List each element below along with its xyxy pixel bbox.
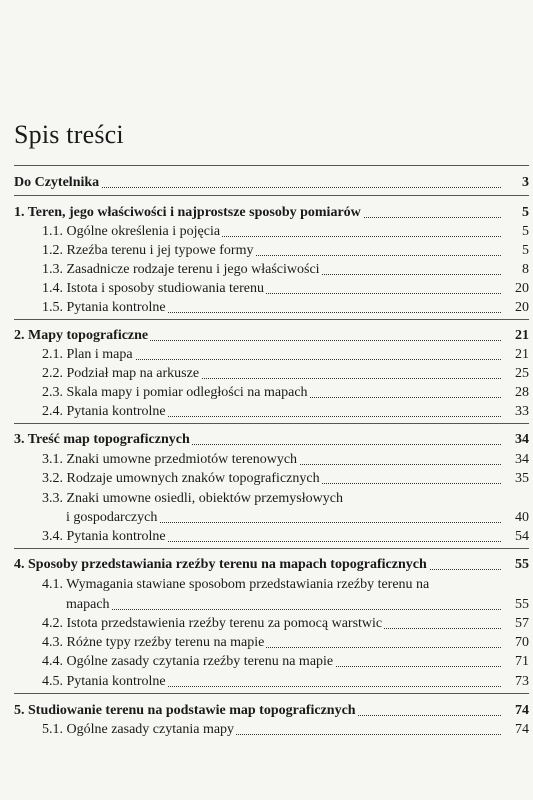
toc-page-number: 71 bbox=[515, 654, 529, 669]
toc-page-number: 5 bbox=[522, 243, 529, 258]
toc-entry-label: 2. Mapy topograficzne bbox=[14, 328, 149, 343]
toc-entry-label: 3.1. Znaki umowne przedmiotów terenowych bbox=[42, 452, 298, 467]
toc-page-number: 20 bbox=[515, 300, 529, 315]
toc-section-entry bbox=[0, 596, 533, 613]
toc-entry-label: 3.2. Rodzaje umownych znaków topograficznych bbox=[42, 471, 320, 486]
toc-chapter-entry bbox=[0, 431, 533, 448]
section-divider bbox=[14, 319, 529, 320]
toc-page-number: 8 bbox=[522, 262, 529, 277]
toc-section-entry bbox=[0, 261, 533, 278]
toc-entry-label: 2.3. Skala mapy i pomiar odległości na mapach bbox=[42, 385, 308, 400]
toc-section-entry bbox=[0, 242, 533, 259]
toc-entry-label: i gospodarczych bbox=[66, 510, 158, 525]
toc-page-number: 34 bbox=[515, 432, 529, 447]
toc-entry-label: 3.4. Pytania kontrolne bbox=[42, 529, 166, 544]
toc-chapter-entry bbox=[0, 174, 533, 191]
leader-dots bbox=[66, 609, 501, 610]
section-divider bbox=[14, 165, 529, 166]
section-divider bbox=[14, 195, 529, 196]
section-divider bbox=[14, 693, 529, 694]
toc-page-number: 54 bbox=[515, 529, 529, 544]
toc-page-number: 73 bbox=[515, 674, 529, 689]
toc-section-entry bbox=[0, 451, 533, 468]
toc-entry-label: 1.2. Rzeźba terenu i jej typowe formy bbox=[42, 243, 254, 258]
toc-section-entry bbox=[0, 384, 533, 401]
page-title: Spis treści bbox=[14, 120, 124, 149]
toc-section-entry bbox=[0, 673, 533, 690]
section-divider bbox=[14, 423, 529, 424]
toc-entry-label: 4. Sposoby przedstawiania rzeźby terenu na mapach topograficznych bbox=[14, 557, 427, 572]
toc-page-number: 34 bbox=[515, 452, 529, 467]
toc-chapter-entry bbox=[0, 556, 533, 573]
toc-entry-label: 2.2. Podział map na arkusze bbox=[42, 366, 200, 381]
toc-page-number: 40 bbox=[515, 510, 529, 525]
toc-entry-label: Do Czytelnika bbox=[14, 175, 100, 190]
toc-entry-label: 4.5. Pytania kontrolne bbox=[42, 674, 166, 689]
toc-entry-label: 2.1. Plan i mapa bbox=[42, 347, 133, 362]
toc-entry-label: 1.1. Ogólne określenia i pojęcia bbox=[42, 224, 221, 239]
toc-section-entry bbox=[0, 721, 533, 738]
toc-entry-label: 3. Treść map topograficznych bbox=[14, 432, 190, 447]
toc-page-number: 33 bbox=[515, 404, 529, 419]
toc-chapter-entry bbox=[0, 327, 533, 344]
toc-page-number: 57 bbox=[515, 616, 529, 631]
toc-entry-label: 5.1. Ogólne zasady czytania mapy bbox=[42, 722, 235, 737]
toc-page-number: 5 bbox=[522, 205, 529, 220]
toc-entry-label: 1.5. Pytania kontrolne bbox=[42, 300, 166, 315]
toc-section-entry bbox=[0, 223, 533, 240]
toc-page-number: 55 bbox=[515, 597, 529, 612]
toc-section-entry bbox=[0, 576, 533, 593]
toc-section-entry bbox=[0, 365, 533, 382]
toc-page-number: 55 bbox=[515, 557, 529, 572]
toc-page-number: 74 bbox=[515, 703, 529, 718]
toc-entry-label: 2.4. Pytania kontrolne bbox=[42, 404, 166, 419]
toc-section-entry bbox=[0, 470, 533, 487]
toc-section-entry bbox=[0, 490, 533, 507]
toc-section-entry bbox=[0, 299, 533, 316]
toc-entry-label: 1. Teren, jego właściwości i najprostsze sposoby pomiarów bbox=[14, 205, 361, 220]
toc-entry-label: 1.3. Zasadnicze rodzaje terenu i jego właściwości bbox=[42, 262, 320, 277]
toc-section-entry bbox=[0, 403, 533, 420]
toc-chapter-entry bbox=[0, 702, 533, 719]
toc-page-number: 35 bbox=[515, 471, 529, 486]
toc-page-number: 21 bbox=[515, 328, 529, 343]
toc-page-number: 70 bbox=[515, 635, 529, 650]
toc-page-number: 5 bbox=[522, 224, 529, 239]
toc-entry-label: 1.4. Istota i sposoby studiowania terenu bbox=[42, 281, 265, 296]
toc-page-number: 74 bbox=[515, 722, 529, 737]
toc-section-entry bbox=[0, 528, 533, 545]
toc-page-number: 28 bbox=[515, 385, 529, 400]
toc-page-number: 21 bbox=[515, 347, 529, 362]
toc-section-entry bbox=[0, 346, 533, 363]
toc-entry-label: 3.3. Znaki umowne osiedli, obiektów przemysłowych bbox=[42, 491, 343, 506]
toc-entry-label: mapach bbox=[66, 597, 110, 612]
toc-entry-label: 4.3. Różne typy rzeźby terenu na mapie bbox=[42, 635, 265, 650]
toc-section-entry bbox=[0, 653, 533, 670]
toc-section-entry bbox=[0, 280, 533, 297]
toc-page-number: 25 bbox=[515, 366, 529, 381]
toc-section-entry bbox=[0, 634, 533, 651]
toc-section-entry bbox=[0, 509, 533, 526]
toc-entry-label: 4.1. Wymagania stawiane sposobom przedstawiania rzeźby terenu na bbox=[42, 577, 430, 592]
toc-page-number: 3 bbox=[522, 175, 529, 190]
toc-section-entry bbox=[0, 615, 533, 632]
toc-chapter-entry bbox=[0, 204, 533, 221]
toc-page-number: 20 bbox=[515, 281, 529, 296]
toc-entry-label: 4.2. Istota przedstawienia rzeźby terenu za pomocą warstwic bbox=[42, 616, 383, 631]
toc-entry-label: 4.4. Ogólne zasady czytania rzeźby terenu na mapie bbox=[42, 654, 334, 669]
toc-entry-label: 5. Studiowanie terenu na podstawie map topograficznych bbox=[14, 703, 356, 718]
section-divider bbox=[14, 548, 529, 549]
